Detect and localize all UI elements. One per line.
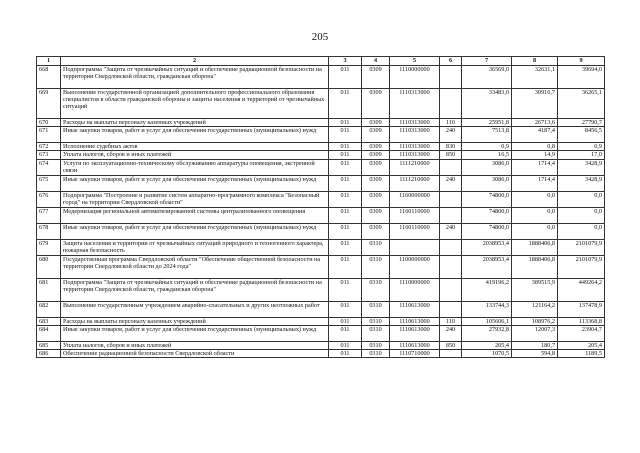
amount-year3-cell: 36265,1 [558,89,605,119]
target-article-cell: 1110613000 [390,341,440,349]
description-cell: Расходы на выплаты персоналу казенных учреждений [61,119,329,127]
amount-year1-cell: 1070,5 [462,350,512,358]
ministry-code-cell: 011 [329,207,362,223]
target-article-cell: 1160110000 [390,207,440,223]
table-row [37,66,605,89]
description-cell: Модернизация региональной автоматизированной системы централизованного оповещения [61,207,329,223]
expense-type-cell [440,255,462,278]
ministry-code-cell: 011 [329,89,362,119]
row-number-cell: 669 [37,89,61,119]
amount-year1-cell: 74800,0 [462,207,512,223]
amount-year3-cell: 23904,7 [558,325,605,341]
target-article-cell: 1110313000 [390,143,440,151]
ministry-code-cell: 011 [329,151,362,159]
amount-year3-cell: 27790,7 [558,119,605,127]
row-number-cell: 672 [37,143,61,151]
ministry-code-cell: 011 [329,143,362,151]
amount-year1-cell: 33483,0 [462,89,512,119]
section-code-cell: 0310 [362,341,390,349]
description-cell: Выполнение государственной организацией дополнительного профессионального образования специалистов в области гражданской обороны и защиты населения и территорий от чрезвычайных ситуаций [61,89,329,119]
amount-year3-cell: 3428,9 [558,175,605,191]
amount-year2-cell: 389515,9 [512,278,558,301]
ministry-code-cell: 011 [329,223,362,239]
header-cell: 6 [440,57,462,66]
table-row [37,207,605,223]
header-cell: 3 [329,57,362,66]
header-cell: 1 [37,57,61,66]
expense-type-cell: 240 [440,175,462,191]
row-number-cell: 675 [37,175,61,191]
description-cell: Расходы на выплаты персоналу казенных учреждений [61,317,329,325]
section-code-cell: 0310 [362,301,390,317]
section-code-cell: 0309 [362,143,390,151]
table-row [37,278,605,301]
amount-year1-cell: 74800,0 [462,223,512,239]
header-cell: 7 [462,57,512,66]
description-cell: Защита населения и территории от чрезвычайных ситуаций природного и техногенного характера, пожарная безопасность [61,239,329,255]
amount-year1-cell: 105606,1 [462,317,512,325]
row-number-cell: 674 [37,159,61,175]
description-cell: Иные закупки товаров, работ и услуг для обеспечения государственных (муниципальных) нужд [61,175,329,191]
amount-year2-cell: 4187,4 [512,127,558,143]
expense-type-cell [440,66,462,89]
section-code-cell: 0310 [362,278,390,301]
amount-year1-cell: 25951,8 [462,119,512,127]
description-cell: Подпрограмма "Защита от чрезвычайных ситуаций и обеспечение радиационной безопасности на территории Свердловской области, гражданская оборона" [61,66,329,89]
header-cell: 5 [390,57,440,66]
target-article-cell: 1160110000 [390,223,440,239]
table-row [37,127,605,143]
target-article-cell: 1100000000 [390,255,440,278]
section-code-cell: 0310 [362,350,390,358]
target-article-cell: 1110313000 [390,151,440,159]
amount-year3-cell: 137478,9 [558,301,605,317]
amount-year3-cell: 8456,5 [558,127,605,143]
description-cell: Уплата налогов, сборов и иных платежей [61,151,329,159]
row-number-cell: 686 [37,350,61,358]
target-article-cell: 1111210000 [390,175,440,191]
row-number-cell: 668 [37,66,61,89]
ministry-code-cell: 011 [329,278,362,301]
header-cell: 2 [61,57,329,66]
section-code-cell: 0310 [362,317,390,325]
amount-year2-cell: 0,8 [512,143,558,151]
ministry-code-cell: 011 [329,175,362,191]
amount-year2-cell: 121164,2 [512,301,558,317]
ministry-code-cell: 011 [329,191,362,207]
row-number-cell: 670 [37,119,61,127]
target-article-cell: 1160000000 [390,191,440,207]
amount-year1-cell: 7513,8 [462,127,512,143]
amount-year3-cell: 0,0 [558,207,605,223]
amount-year3-cell: 0,9 [558,143,605,151]
amount-year3-cell: 449264,2 [558,278,605,301]
target-article-cell: 1110613000 [390,325,440,341]
section-code-cell: 0309 [362,119,390,127]
amount-year1-cell: 2038953,4 [462,255,512,278]
table-row [37,89,605,119]
amount-year3-cell: 17,0 [558,151,605,159]
amount-year3-cell: 205,4 [558,341,605,349]
section-code-cell: 0309 [362,191,390,207]
expense-type-cell [440,207,462,223]
amount-year2-cell: 1714,4 [512,159,558,175]
section-code-cell: 0309 [362,175,390,191]
table-row [37,325,605,341]
expense-type-cell: 240 [440,127,462,143]
amount-year3-cell: 39694,0 [558,66,605,89]
section-code-cell: 0309 [362,66,390,89]
expense-type-cell [440,239,462,255]
ministry-code-cell: 011 [329,127,362,143]
amount-year1-cell: 133744,3 [462,301,512,317]
amount-year2-cell: 594,8 [512,350,558,358]
ministry-code-cell: 011 [329,325,362,341]
target-article-cell: 1110313000 [390,89,440,119]
target-article-cell: 1110313000 [390,119,440,127]
row-number-cell: 678 [37,223,61,239]
amount-year1-cell: 3086,0 [462,175,512,191]
amount-year2-cell: 108976,2 [512,317,558,325]
description-cell: Выполнение государственным учреждением аварийно-спасательных и других неотложных работ [61,301,329,317]
target-article-cell: 1110313000 [390,127,440,143]
ministry-code-cell: 011 [329,159,362,175]
amount-year3-cell: 3428,9 [558,159,605,175]
header-cell: 9 [558,57,605,66]
expense-type-cell: 830 [440,143,462,151]
target-article-cell: 1110000000 [390,66,440,89]
description-cell: Иные закупки товаров, работ и услуг для обеспечения государственных (муниципальных) нужд [61,127,329,143]
target-article-cell [390,239,440,255]
row-number-cell: 679 [37,239,61,255]
table-row [37,239,605,255]
amount-year3-cell: 1189,5 [558,350,605,358]
expense-type-cell [440,301,462,317]
amount-year1-cell: 74800,0 [462,191,512,207]
amount-year3-cell: 0,0 [558,191,605,207]
amount-year2-cell: 14,9 [512,151,558,159]
row-number-cell: 676 [37,191,61,207]
section-code-cell: 0309 [362,89,390,119]
description-cell: Подпрограмма "Построение и развитие систем аппаратно-программного комплекса "Безопасный город" на территории Свердловской области" [61,191,329,207]
amount-year2-cell: 0,0 [512,207,558,223]
description-cell: Государственная программа Свердловской области "Обеспечение общественной безопасности на территории Свердловской области до 2024 года" [61,255,329,278]
row-number-cell: 684 [37,325,61,341]
amount-year2-cell: 32631,1 [512,66,558,89]
amount-year1-cell: 419196,2 [462,278,512,301]
table-row [37,223,605,239]
ministry-code-cell: 011 [329,317,362,325]
section-code-cell: 0309 [362,151,390,159]
row-number-cell: 681 [37,278,61,301]
expense-type-cell [440,159,462,175]
section-code-cell: 0309 [362,159,390,175]
amount-year2-cell: 0,0 [512,191,558,207]
amount-year3-cell: 2101079,9 [558,255,605,278]
expense-type-cell: 850 [440,341,462,349]
expense-type-cell [440,278,462,301]
ministry-code-cell: 011 [329,66,362,89]
description-cell: Услуги по эксплуатационно-техническому обслуживанию аппаратуры оповещения, экстренной связи [61,159,329,175]
table-row [37,191,605,207]
description-cell: Уплата налогов, сборов и иных платежей [61,341,329,349]
target-article-cell: 1111210000 [390,159,440,175]
table-row [37,317,605,325]
amount-year1-cell: 0,9 [462,143,512,151]
amount-year3-cell: 113368,8 [558,317,605,325]
table-row [37,301,605,317]
amount-year2-cell: 180,7 [512,341,558,349]
table-row [37,350,605,358]
expense-type-cell [440,191,462,207]
target-article-cell: 1110000000 [390,278,440,301]
amount-year1-cell: 205,4 [462,341,512,349]
ministry-code-cell: 011 [329,119,362,127]
ministry-code-cell: 011 [329,341,362,349]
expense-type-cell [440,89,462,119]
amount-year2-cell: 26713,6 [512,119,558,127]
description-cell: Подпрограмма "Защита от чрезвычайных ситуаций и обеспечение радиационной безопасности на территории Свердловской области, гражданская оборона" [61,278,329,301]
row-number-cell: 680 [37,255,61,278]
amount-year3-cell: 2101079,9 [558,239,605,255]
page-number: 205 [311,31,329,43]
section-code-cell: 0310 [362,255,390,278]
section-code-cell: 0309 [362,127,390,143]
table-row [37,341,605,349]
ministry-code-cell: 011 [329,239,362,255]
budget-table [36,56,605,358]
amount-year3-cell: 0,0 [558,223,605,239]
expense-type-cell: 110 [440,119,462,127]
section-code-cell: 0309 [362,207,390,223]
target-article-cell: 1110710000 [390,350,440,358]
row-number-cell: 677 [37,207,61,223]
table-row [37,159,605,175]
amount-year2-cell: 1714,4 [512,175,558,191]
amount-year1-cell: 36569,0 [462,66,512,89]
section-code-cell: 0309 [362,223,390,239]
description-cell: Обеспечение радиационной безопасности Свердловской области [61,350,329,358]
row-number-cell: 671 [37,127,61,143]
description-cell: Исполнение судебных актов [61,143,329,151]
amount-year1-cell: 3086,0 [462,159,512,175]
row-number-cell: 673 [37,151,61,159]
table-row [37,143,605,151]
ministry-code-cell: 011 [329,350,362,358]
header-cell: 8 [512,57,558,66]
amount-year1-cell: 27932,8 [462,325,512,341]
expense-type-cell: 240 [440,223,462,239]
amount-year2-cell: 0,0 [512,223,558,239]
description-cell: Иные закупки товаров, работ и услуг для обеспечения государственных (муниципальных) нужд [61,325,329,341]
header-cell: 4 [362,57,390,66]
target-article-cell: 1110613000 [390,317,440,325]
table-row [37,151,605,159]
ministry-code-cell: 011 [329,301,362,317]
expense-type-cell: 240 [440,325,462,341]
section-code-cell: 0310 [362,239,390,255]
section-code-cell: 0310 [362,325,390,341]
header-row [37,57,605,66]
amount-year2-cell: 1888406,8 [512,255,558,278]
ministry-code-cell: 011 [329,255,362,278]
row-number-cell: 682 [37,301,61,317]
expense-type-cell [440,350,462,358]
row-number-cell: 685 [37,341,61,349]
table-row [37,255,605,278]
table-row [37,119,605,127]
amount-year2-cell: 12007,3 [512,325,558,341]
description-cell: Иные закупки товаров, работ и услуг для обеспечения государственных (муниципальных) нужд [61,223,329,239]
row-number-cell: 683 [37,317,61,325]
table-row [37,175,605,191]
amount-year1-cell: 2038953,4 [462,239,512,255]
target-article-cell: 1110613000 [390,301,440,317]
amount-year2-cell: 1888406,8 [512,239,558,255]
amount-year1-cell: 16,5 [462,151,512,159]
expense-type-cell: 850 [440,151,462,159]
expense-type-cell: 110 [440,317,462,325]
amount-year2-cell: 30916,7 [512,89,558,119]
